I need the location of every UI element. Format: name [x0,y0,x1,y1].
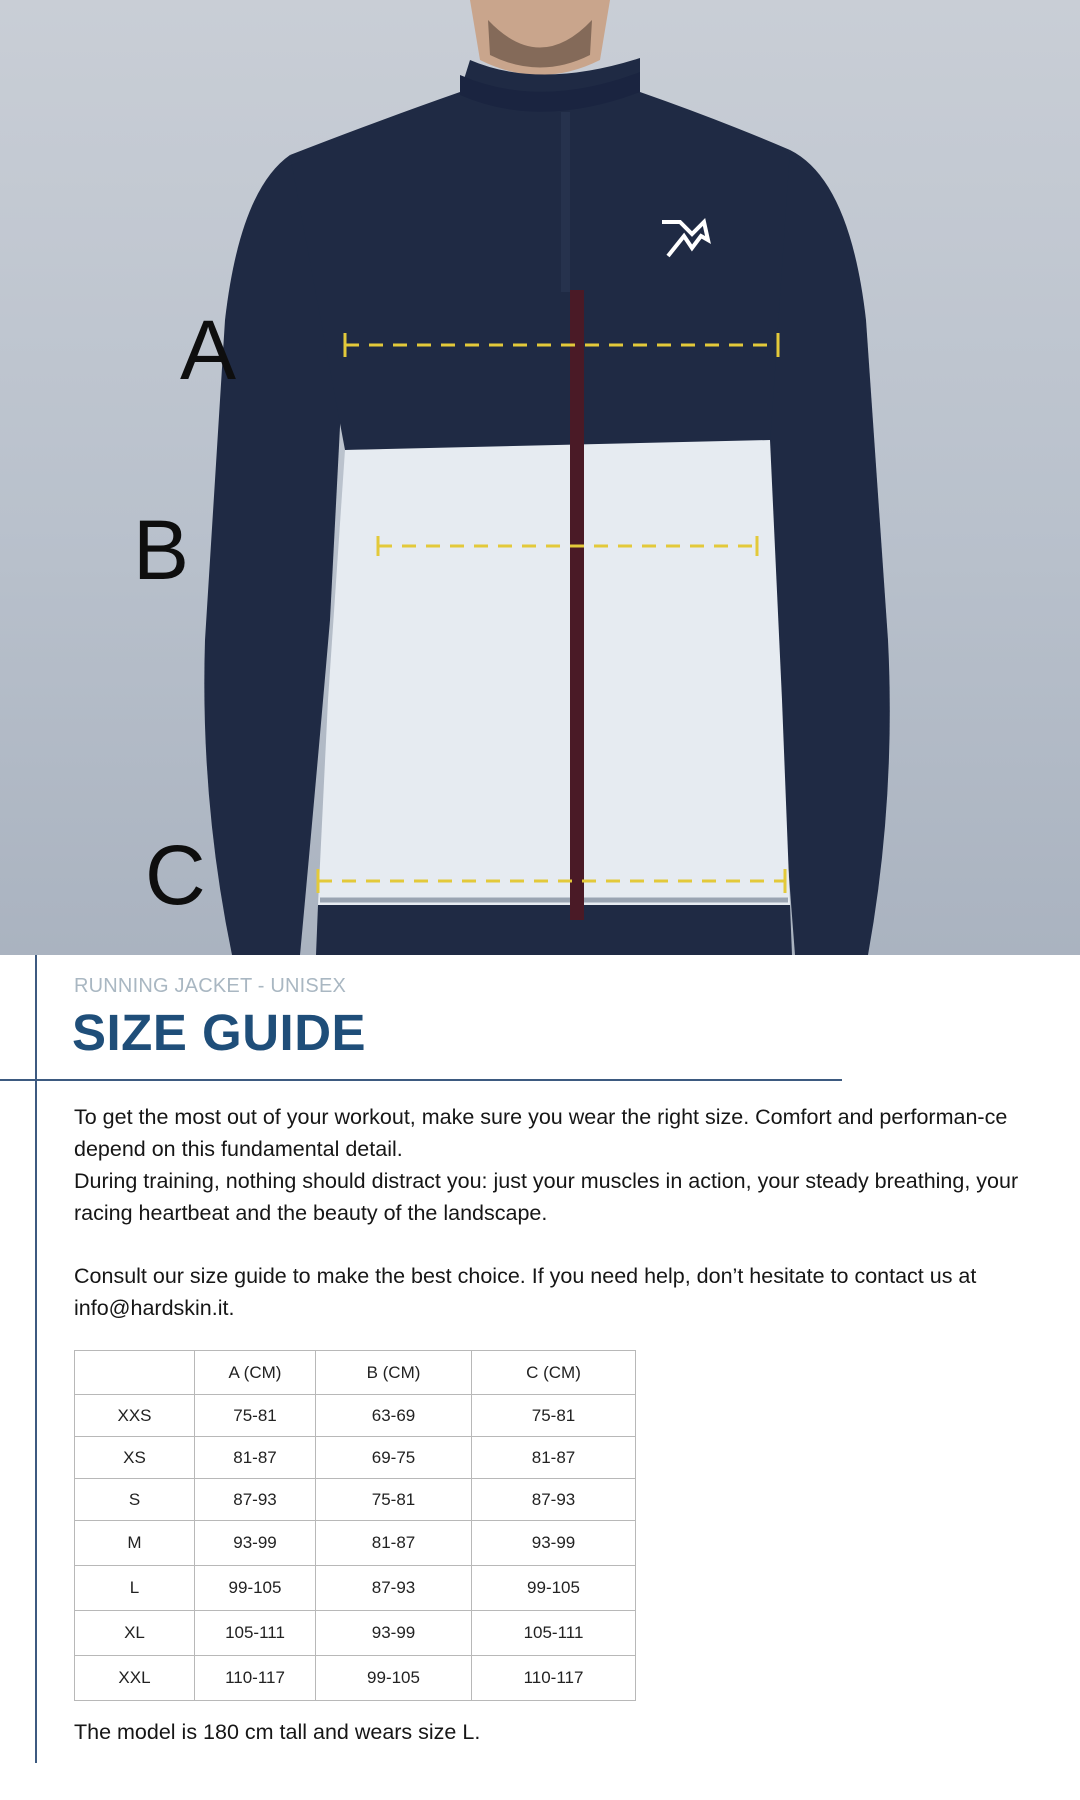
measure-cell: 75-81 [316,1479,472,1521]
measure-cell: 105-111 [195,1611,316,1656]
measure-label-c: C [145,828,206,922]
measure-cell: 99-105 [316,1656,472,1701]
jacket-lower-white [318,440,790,905]
size-cell: XS [75,1437,195,1479]
size-table [74,1350,636,1701]
table-header-cell [75,1351,195,1395]
table-row [75,1566,636,1611]
table-header-row [75,1351,636,1395]
measure-cell: 105-111 [472,1611,636,1656]
size-cell: XXL [75,1656,195,1701]
table-row [75,1479,636,1521]
measure-cell: 81-87 [195,1437,316,1479]
intro-text: To get the most out of your workout, make sure you wear the right size. Comfort and performan-ce depend on this fundamental detail. [74,1105,1008,1161]
measure-cell: 93-99 [472,1521,636,1566]
table-header-cell: C (CM) [472,1351,636,1395]
size-cell: M [75,1521,195,1566]
table-row [75,1437,636,1479]
product-subtitle: RUNNING JACKET - UNISEX [74,975,347,997]
measure-label-a: A [180,303,237,397]
jacket-upper-navy [290,58,790,450]
measure-cell: 93-99 [316,1611,472,1656]
size-cell: XL [75,1611,195,1656]
measure-cell: 81-87 [316,1521,472,1566]
table-header-cell: A (CM) [195,1351,316,1395]
measure-cell: 99-105 [195,1566,316,1611]
model-note: The model is 180 cm tall and wears size L. [74,1720,481,1744]
measure-cell: 110-117 [472,1656,636,1701]
table-row [75,1656,636,1701]
measure-cell: 110-117 [195,1656,316,1701]
measure-cell: 63-69 [316,1395,472,1437]
table-row [75,1521,636,1566]
page-title: SIZE GUIDE [72,1004,367,1061]
size-cell: XXS [75,1395,195,1437]
measure-cell: 87-93 [472,1479,636,1521]
measure-label-b: B [133,503,190,597]
size-cell: L [75,1566,195,1611]
measure-cell: 75-81 [195,1395,316,1437]
measure-cell: 81-87 [472,1437,636,1479]
size-cell: S [75,1479,195,1521]
consult-paragraph: Consult our size guide to make the best choice. If you need help, don’t hesitate to contact us at info@hardskin.it. [74,1264,977,1320]
vertical-rule [35,955,37,1763]
measure-cell: 69-75 [316,1437,472,1479]
table-row [75,1395,636,1437]
horizontal-rule [0,1079,842,1081]
measure-cell: 99-105 [472,1566,636,1611]
measure-cell: 93-99 [195,1521,316,1566]
table-header-cell: B (CM) [316,1351,472,1395]
intro-paragraph [74,1101,1034,1229]
intro-text-2: During training, nothing should distract you: just your muscles in action, your steady breathing, your racing heartbeat and the beauty of the landscape. [74,1169,1019,1225]
measure-cell: 87-93 [195,1479,316,1521]
measure-cell: 75-81 [472,1395,636,1437]
measure-cell: 87-93 [316,1566,472,1611]
table-row [75,1611,636,1656]
zipper-stripe [570,290,584,920]
